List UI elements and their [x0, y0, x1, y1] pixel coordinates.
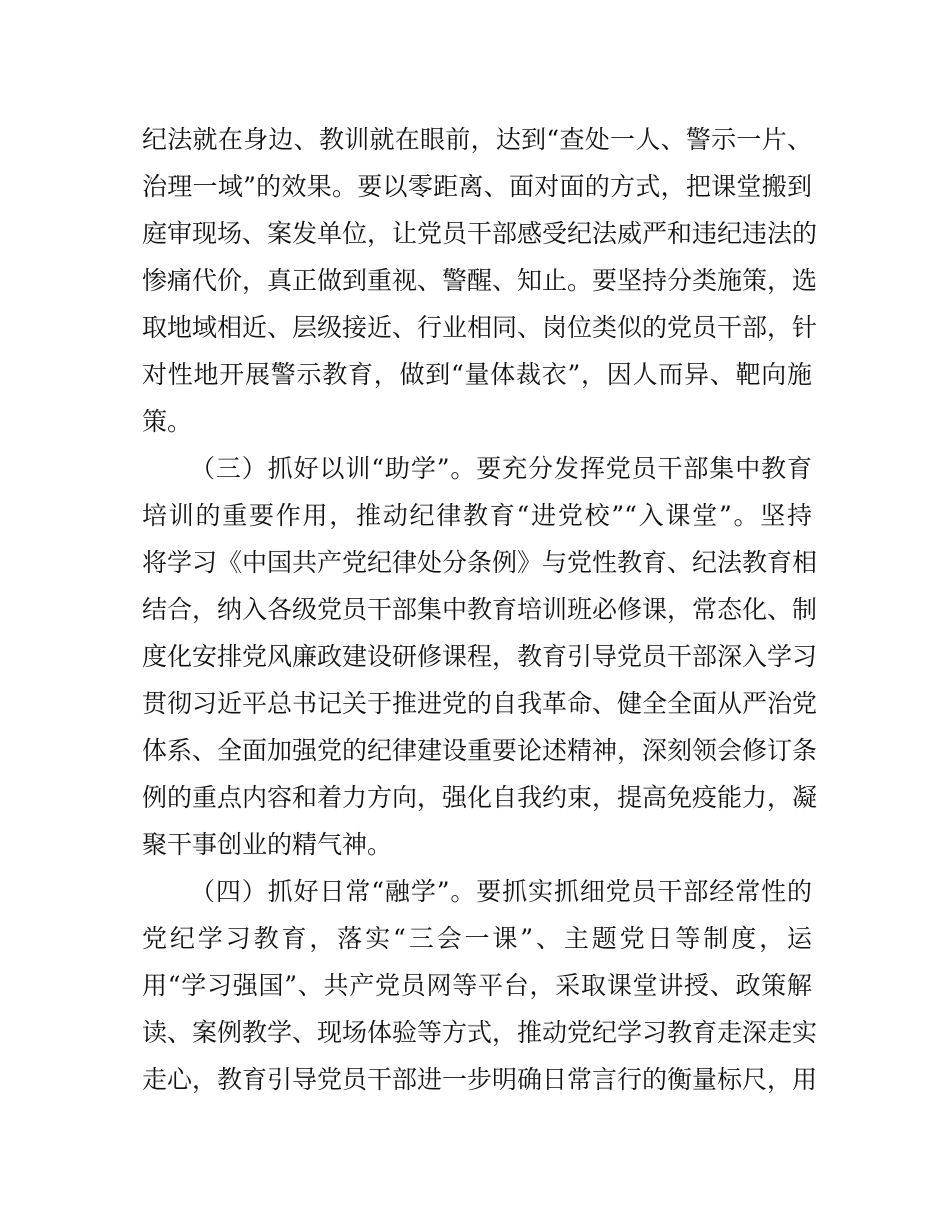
text-line: 治理一域”的效果。要以零距离、面对面的方式，把课堂搬到 [142, 172, 812, 201]
text-line: （三）抓好以训“助学”。要充分发挥党员干部集中教育 [190, 454, 812, 483]
text-line: 庭审现场、案发单位，让党员干部感受纪法威严和违纪违法的 [142, 219, 818, 248]
text-line: 用“学习强国”、共产党员网等平台，采取课堂讲授、政策解 [142, 971, 812, 1000]
text-line: 策。 [142, 407, 193, 436]
text-line: 走心，教育引导党员干部进一步明确日常言行的衡量标尺，用 [142, 1065, 818, 1094]
text-line: 读、案例教学、现场体验等方式，推动党纪学习教育走深走实 [142, 1018, 818, 1047]
text-line: 惨痛代价，真正做到重视、警醒、知止。要坚持分类施策，选 [142, 266, 818, 295]
text-line: 纪法就在身边、教训就在眼前，达到“查处一人、警示一片、 [142, 125, 812, 154]
text-line: 度化安排党风廉政建设研修课程，教育引导党员干部深入学习 [142, 642, 818, 671]
text-line: 取地域相近、层级接近、行业相同、岗位类似的党员干部，针 [142, 313, 818, 342]
text-line: （四）抓好日常“融学”。要抓实抓细党员干部经常性的 [190, 877, 812, 906]
text-line: 例的重点内容和着力方向，强化自我约束，提高免疫能力，凝 [142, 783, 818, 812]
text-line: 贯彻习近平总书记关于推进党的自我革命、健全全面从严治党 [142, 689, 818, 718]
text-line: 党纪学习教育，落实“三会一课”、主题党日等制度，运 [142, 924, 812, 953]
text-line: 对性地开展警示教育，做到“量体裁衣”，因人而异、靶向施 [142, 360, 812, 389]
text-line: 聚干事创业的精气神。 [142, 830, 393, 859]
text-line: 体系、全面加强党的纪律建设重要论述精神，深刻领会修订条 [142, 736, 818, 765]
text-line: 将学习《中国共产党纪律处分条例》与党性教育、纪法教育相 [142, 548, 818, 577]
text-line: 培训的重要作用，推动纪律教育“进党校”“入课堂”。坚持 [142, 501, 812, 530]
text-line: 结合，纳入各级党员干部集中教育培训班必修课，常态化、制 [142, 595, 818, 624]
